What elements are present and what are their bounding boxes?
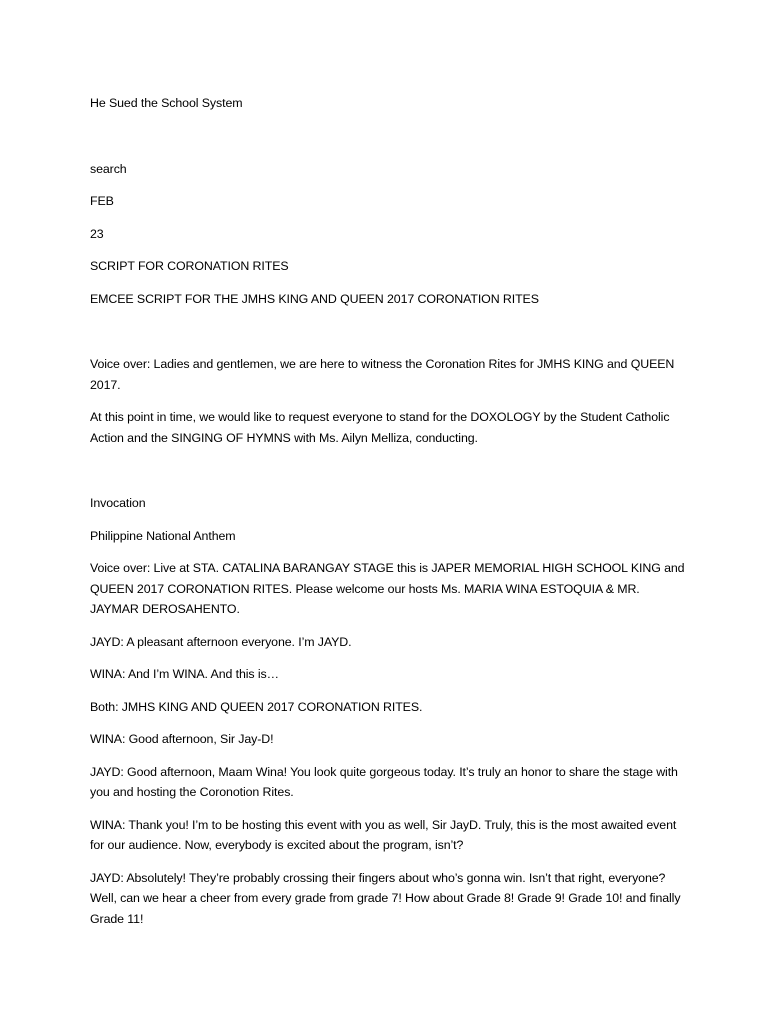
date-day: 23	[90, 226, 104, 241]
paragraph-voice-over-intro: Voice over: Ladies and gentlemen, we are here to witness the Coronation Rites for JMHS KING and QUEEN 2017.	[90, 357, 675, 392]
paragraph-both: Both: JMHS KING AND QUEEN 2017 CORONATION RITES.	[90, 699, 423, 714]
paragraph-anthem: Philippine National Anthem	[90, 528, 236, 543]
paragraph-jayd-absolutely: JAYD: Absolutely! They’re probably crossing their fingers about who’s gonna win. Isn’t that right, everyone? Well, can we hear a cheer from every grade from grade 7! How about Grade 8! Grade 9! Grade 10! and finally Grade 11!	[90, 870, 681, 926]
paragraph-wina-good-afternoon: WINA: Good afternoon, Sir Jay-D!	[90, 732, 274, 746]
paragraph-voice-over-live: Voice over: Live at STA. CATALINA BARANGAY STAGE this is JAPER MEMORIAL HIGH SCHOOL KING and QUEEN 2017 CORONATION RITES. Please welcome our hosts Ms. MARIA WINA ESTOQUIA & MR. JAYMAR DEROSAHENTO.	[90, 561, 685, 616]
paragraph-wina-intro: WINA: And I’m WINA. And this is…	[90, 667, 279, 681]
search-text: search	[90, 161, 127, 176]
paragraph-wina-thank-you: WINA: Thank you! I’m to be hosting this event with you as well, Sir JayD. Truly, this is the most awaited event for our audience. Now, everybody is excited about the program, isn’t?	[90, 817, 677, 852]
script-heading: SCRIPT FOR CORONATION RITES	[90, 259, 289, 273]
paragraph-jayd-good-afternoon: JAYD: Good afternoon, Maam Wina! You look quite gorgeous today. It’s truly an honor to share the stage with you and hosting the Coronotion Rites.	[90, 764, 678, 799]
paragraph-jayd-greeting: JAYD: A pleasant afternoon everyone. I’m JAYD.	[90, 634, 352, 649]
document-header: He Sued the School System	[90, 96, 243, 110]
script-subheading: EMCEE SCRIPT FOR THE JMHS KING AND QUEEN 2017 CORONATION RITES	[90, 291, 539, 306]
document-page	[90, 93, 690, 941]
paragraph-doxology: At this point in time, we would like to request everyone to stand for the DOXOLOGY by the Student Catholic Action and the SINGING OF HYMNS with Ms. Ailyn Melliza, conducting.	[90, 410, 670, 445]
paragraph-invocation: Invocation	[90, 496, 146, 510]
date-month: FEB	[90, 194, 114, 208]
